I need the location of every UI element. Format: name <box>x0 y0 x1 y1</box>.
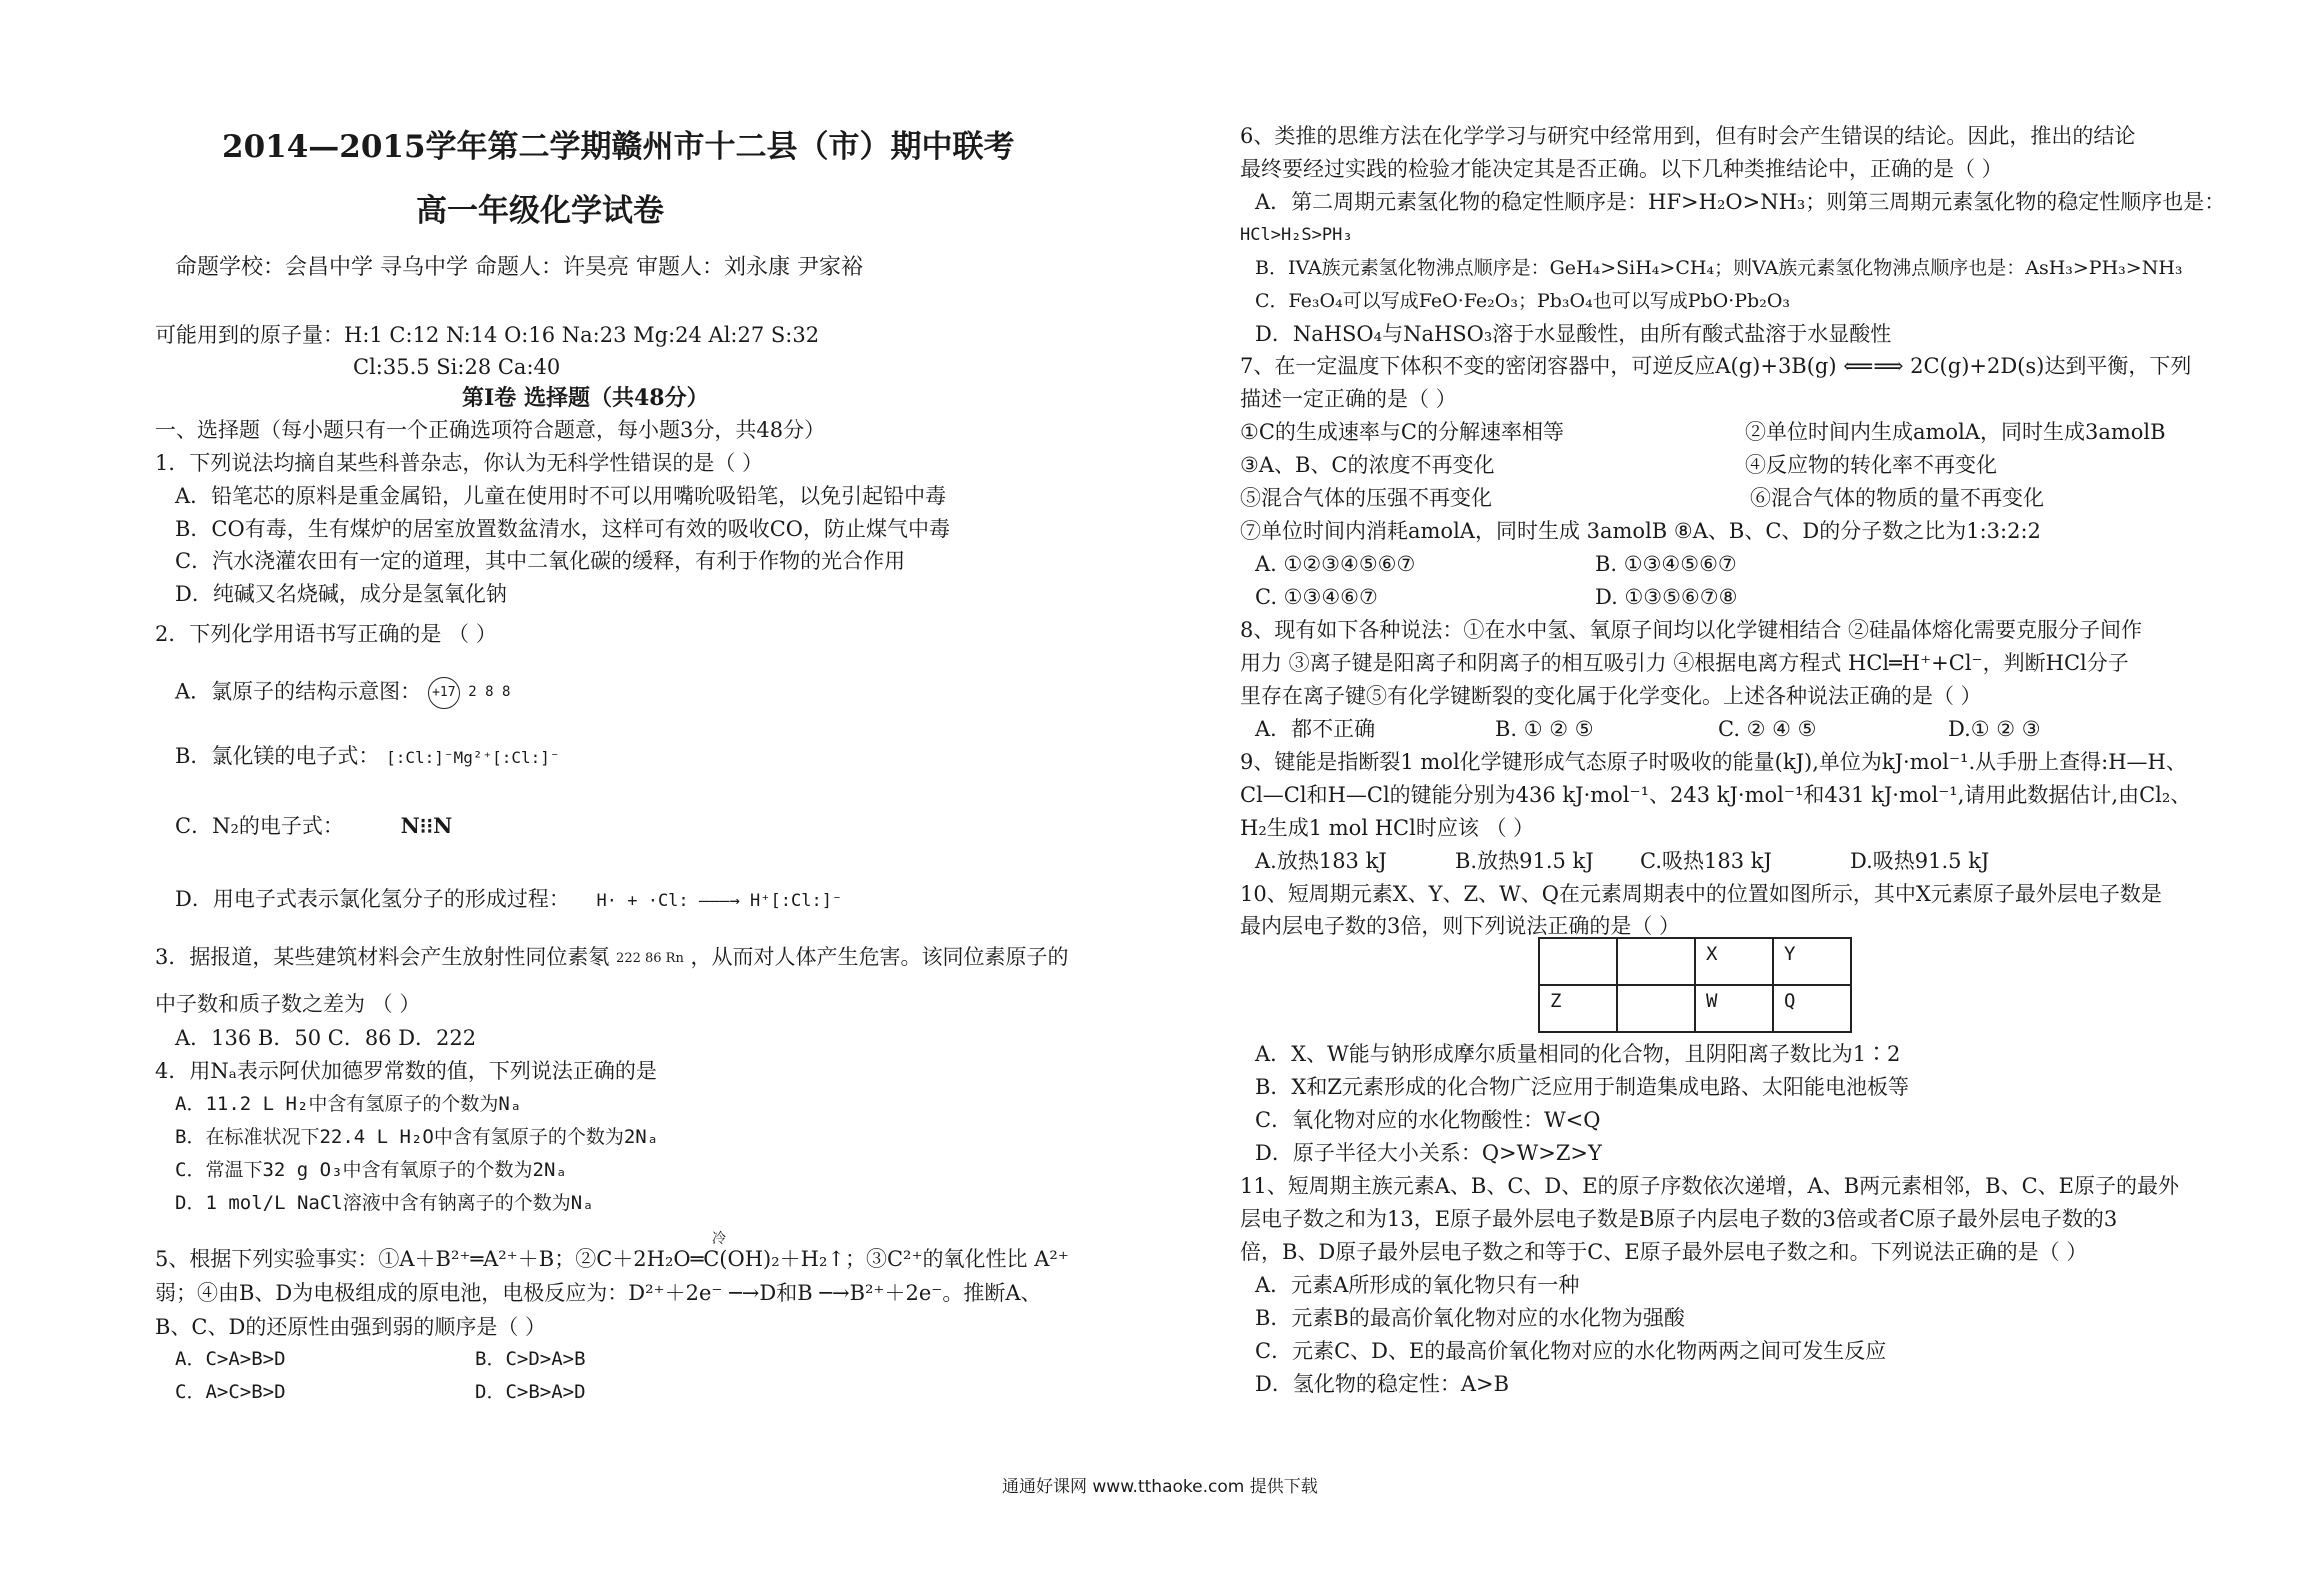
q5-option-b: B．C>D>A>B <box>475 1348 586 1370</box>
q7-statement-1: ①C的生成速率与C的分解速率相等 <box>1240 420 1564 444</box>
q9-option-b: B.放热91.5 kJ <box>1455 849 1594 873</box>
q11-stem3: 倍，B、D原子最外层电子数之和等于C、E原子最外层电子数之和。下列说法正确的是（ ） <box>1240 1240 2088 1264</box>
q11-option-a: A．元素A所形成的氧化物只有一种 <box>1255 1273 1580 1297</box>
q7-option-b: B. ①③④⑤⑥⑦ <box>1595 552 1737 576</box>
nucleus: +17 <box>428 677 460 709</box>
q10-stem2: 最内层电子数的3倍，则下列说法正确的是（ ） <box>1240 914 1681 938</box>
q2-option-b <box>175 742 560 772</box>
table-row <box>1539 938 1851 985</box>
table-row <box>1539 985 1851 1032</box>
table-cell: X <box>1695 938 1773 985</box>
periodic-table-fragment <box>1538 937 1852 1033</box>
q3-stem-text: 3．据报道，某些建筑材料会产生放射性同位素氡 <box>155 945 610 969</box>
q2-option-b-text: B．氯化镁的电子式： <box>175 744 380 768</box>
q5-stem3: B、C、D的还原性由强到弱的顺序是（ ） <box>155 1315 547 1339</box>
table-cell <box>1617 938 1695 985</box>
table-cell: Q <box>1773 985 1851 1032</box>
q2-option-d <box>175 885 842 915</box>
q10-option-c: C．氧化物对应的水化物酸性：W<Q <box>1255 1108 1601 1132</box>
q1-option-a: A．铅笔芯的原料是重金属铅，儿童在使用时不可以用嘴吮吸铅笔，以免引起铅中毒 <box>175 484 947 508</box>
section-heading: 第Ⅰ卷 选择题（共48分） <box>462 385 709 411</box>
q11-stem1: 11、短周期主族元素A、B、C、D、E的原子序数依次递增，A、B两元素相邻，B、C、E原子的最外 <box>1240 1174 2179 1198</box>
q6-option-c: C．Fe₃O₄可以写成FeO·Fe₂O₃；Pb₃O₄也可以写成PbO·Pb₂O₃ <box>1255 290 1791 312</box>
q2-stem: 2．下列化学用语书写正确的是 （ ） <box>155 622 497 646</box>
q8-stem1: 8、现有如下各种说法：①在水中氢、氧原子间均以化学键相结合 ②硅晶体熔化需要克服分子间作 <box>1240 618 2143 642</box>
q5-option-c: C．A>C>B>D <box>175 1381 286 1403</box>
author-line: 命题学校：会昌中学 寻乌中学 命题人：许昊亮 审题人：刘永康 尹家裕 <box>175 255 863 280</box>
q8-option-a: A．都不正确 <box>1255 717 1376 741</box>
q4-option-b: B．在标准状况下22.4 L H₂O中含有氢原子的个数为2Nₐ <box>175 1126 659 1148</box>
q8-stem2: 用力 ③离子键是阳离子和阴离子的相互吸引力 ④根据电离方程式 HCl═H⁺+Cl⁻，判断HCl分子 <box>1240 651 2129 675</box>
atomic-masses-line2: Cl:35.5 Si:28 Ca:40 <box>353 355 561 379</box>
q4-stem: 4．用Nₐ表示阿伏加德罗常数的值，下列说法正确的是 <box>155 1059 657 1083</box>
q7-statement-78: ⑦单位时间内消耗amolA，同时生成 3amolB ⑧A、B、C、D的分子数之比为1:3:2:2 <box>1240 519 2041 543</box>
q6-option-d: D．NaHSO₄与NaHSO₃溶于水显酸性，由所有酸式盐溶于水显酸性 <box>1255 322 1892 346</box>
q7-option-c: C. ①③④⑥⑦ <box>1255 585 1378 609</box>
q7-stem1: 7、在一定温度下体积不变的密闭容器中，可逆反应A(g)+3B(g) ⟸⟹ 2C(g)+2D(s)达到平衡，下列 <box>1240 354 2192 378</box>
table-cell: Y <box>1773 938 1851 985</box>
radon-isotope: 222 86 Rn <box>616 951 684 966</box>
q5-stem1: 5、根据下列实验事实：①A＋B²⁺═A²⁺＋B；②C＋2H₂O═C(OH)₂＋H₂↑；③C²⁺的氧化性比 A²⁺ <box>155 1247 1069 1271</box>
q1-option-c: C．汽水浇灌农田有一定的道理，其中二氧化碳的缓释，有利于作物的光合作用 <box>175 549 906 573</box>
q4-option-d: D．1 mol/L NaCl溶液中含有钠离子的个数为Nₐ <box>175 1192 594 1214</box>
q5-condition: 冷 <box>712 1231 726 1247</box>
q10-option-d: D．原子半径大小关系：Q>W>Z>Y <box>1255 1141 1602 1165</box>
q9-stem2: Cl—Cl和H—Cl的键能分别为436 kJ·mol⁻¹、243 kJ·mol⁻¹和431 kJ·mol⁻¹,请用此数据估计,由Cl₂、 <box>1240 783 2192 807</box>
q8-stem3: 里存在离子键⑤有化学键断裂的变化属于化学变化。上述各种说法正确的是（ ） <box>1240 684 1982 708</box>
q7-statement-2: ②单位时间内生成amolA，同时生成3amolB <box>1745 420 2166 444</box>
q11-option-c: C．元素C、D、E的最高价氧化物对应的水化物两两之间可发生反应 <box>1255 1339 1887 1363</box>
q7-statement-4: ④反应物的转化率不再变化 <box>1745 453 1997 477</box>
q7-option-a: A. ①②③④⑤⑥⑦ <box>1255 552 1416 576</box>
q11-stem2: 层电子数之和为13，E原子最外层电子数是B原子内层电子数的3倍或者C原子最外层电子数的3 <box>1240 1207 2118 1231</box>
exam-subtitle: 高一年级化学试卷 <box>416 193 664 229</box>
q2-option-a <box>175 677 510 709</box>
hcl-formation-formula: H· + ·Cl: ———→ H⁺[:Cl:]⁻ <box>596 891 843 911</box>
q1-option-b: B．CO有毒，生有煤炉的居室放置数盆清水，这样可有效的吸收CO，防止煤气中毒 <box>175 517 950 541</box>
q10-stem1: 10、短周期元素X、Y、Z、W、Q在元素周期表中的位置如图所示，其中X元素原子最外层电子数是 <box>1240 882 2162 906</box>
q6-option-a2: HCl>H₂S>PH₃ <box>1240 225 1353 245</box>
q6-stem1: 6、类推的思维方法在化学学习与研究中经常用到，但有时会产生错误的结论。因此，推出的结论 <box>1240 124 2136 148</box>
q5-option-d: D．C>B>A>D <box>475 1381 586 1403</box>
table-cell <box>1617 985 1695 1032</box>
q2-option-c <box>175 812 452 840</box>
footer-source: 通通好课网 www.tthaoke.com 提供下载 <box>1002 1477 1318 1497</box>
q4-option-c: C．常温下32 g O₃中含有氧原子的个数为2Nₐ <box>175 1159 567 1181</box>
table-cell: Z <box>1539 985 1617 1032</box>
q6-option-b: B．IVA族元素氢化物沸点顺序是：GeH₄>SiH₄>CH₄；则VA族元素氢化物沸点顺序也是：AsH₃>PH₃>NH₃ <box>1255 257 2183 279</box>
q3-options: A．136 B．50 C．86 D．222 <box>175 1026 477 1050</box>
q2-option-a-text: A．氯原子的结构示意图： <box>175 679 422 704</box>
q4-option-a: A．11.2 L H₂中含有氢原子的个数为Nₐ <box>175 1093 522 1115</box>
mgcl2-electron-formula: [:Cl:]⁻Mg²⁺[:Cl:]⁻ <box>386 748 560 767</box>
q9-option-d: D.吸热91.5 kJ <box>1850 849 1990 873</box>
q3-stem <box>155 943 1069 971</box>
q9-option-a: A.放热183 kJ <box>1255 849 1387 873</box>
q3-stem2: 中子数和质子数之差为 （ ） <box>155 992 421 1016</box>
electron-shells: 2 8 8 <box>468 684 511 700</box>
q6-option-a1: A．第二周期元素氢化物的稳定性顺序是：HF>H₂O>NH₃；则第三周期元素氢化物的稳定性顺序也是： <box>1255 190 2226 214</box>
q3-stem-end: ，从而对人体产生危害。该同位素原子的 <box>690 945 1069 969</box>
q8-option-b: B. ① ② ⑤ <box>1495 717 1594 741</box>
n2-electron-formula: N⁝⁝N <box>400 813 453 838</box>
q8-option-d: D.① ② ③ <box>1948 717 2041 741</box>
q1-option-d: D．纯碱又名烧碱，成分是氢氧化钠 <box>175 582 507 606</box>
q7-statement-6: ⑥混合气体的物质的量不再变化 <box>1750 486 2044 510</box>
q2-option-c-text: C．N₂的电子式： <box>175 814 344 838</box>
q7-statement-5: ⑤混合气体的压强不再变化 <box>1240 486 1492 510</box>
q10-option-a: A．X、W能与钠形成摩尔质量相同的化合物，且阴阳离子数比为1∶2 <box>1255 1042 1901 1066</box>
q9-option-c: C.吸热183 kJ <box>1640 849 1772 873</box>
q9-stem3: H₂生成1 mol HCl时应该 （ ） <box>1240 816 1535 840</box>
q9-stem1: 9、键能是指断裂1 mol化学键形成气态原子时吸收的能量(kJ),单位为kJ·mol⁻¹.从手册上查得:H—H、 <box>1240 750 2187 774</box>
q5-option-a: A．C>A>B>D <box>175 1348 286 1370</box>
q7-stem2: 描述一定正确的是（ ） <box>1240 387 1457 411</box>
table-cell <box>1539 938 1617 985</box>
atomic-masses-line1: 可能用到的原子量：H:1 C:12 N:14 O:16 Na:23 Mg:24 Al:27 S:32 <box>155 323 820 347</box>
q1-stem: 1．下列说法均摘自某些科普杂志，你认为无科学性错误的是（ ） <box>155 451 764 475</box>
q8-option-c: C. ② ④ ⑤ <box>1718 717 1817 741</box>
exam-title: 2014—2015学年第二学期赣州市十二县（市）期中联考 <box>222 129 1015 165</box>
section-intro: 一、选择题（每小题只有一个正确选项符合题意，每小题3分，共48分） <box>155 418 826 442</box>
chlorine-atom-diagram <box>428 677 511 709</box>
q10-option-b: B．X和Z元素形成的化合物广泛应用于制造集成电路、太阳能电池板等 <box>1255 1075 1909 1099</box>
table-cell: W <box>1695 985 1773 1032</box>
q2-option-d-text: D．用电子式表示氯化氢分子的形成过程： <box>175 887 570 911</box>
q11-option-d: D．氢化物的稳定性：A>B <box>1255 1372 1510 1396</box>
q6-stem2: 最终要经过实践的检验才能决定其是否正确。以下几种类推结论中，正确的是（ ） <box>1240 157 2003 181</box>
q7-statement-3: ③A、B、C的浓度不再变化 <box>1240 453 1495 477</box>
q11-option-b: B．元素B的最高价氧化物对应的水化物为强酸 <box>1255 1306 1685 1330</box>
q5-stem2: 弱；④由B、D为电极组成的原电池，电极反应为：D²⁺＋2e⁻ ─→D和B ─→B²⁺＋2e⁻。推断A、 <box>155 1281 1042 1305</box>
q7-option-d: D. ①③⑤⑥⑦⑧ <box>1595 585 1738 609</box>
